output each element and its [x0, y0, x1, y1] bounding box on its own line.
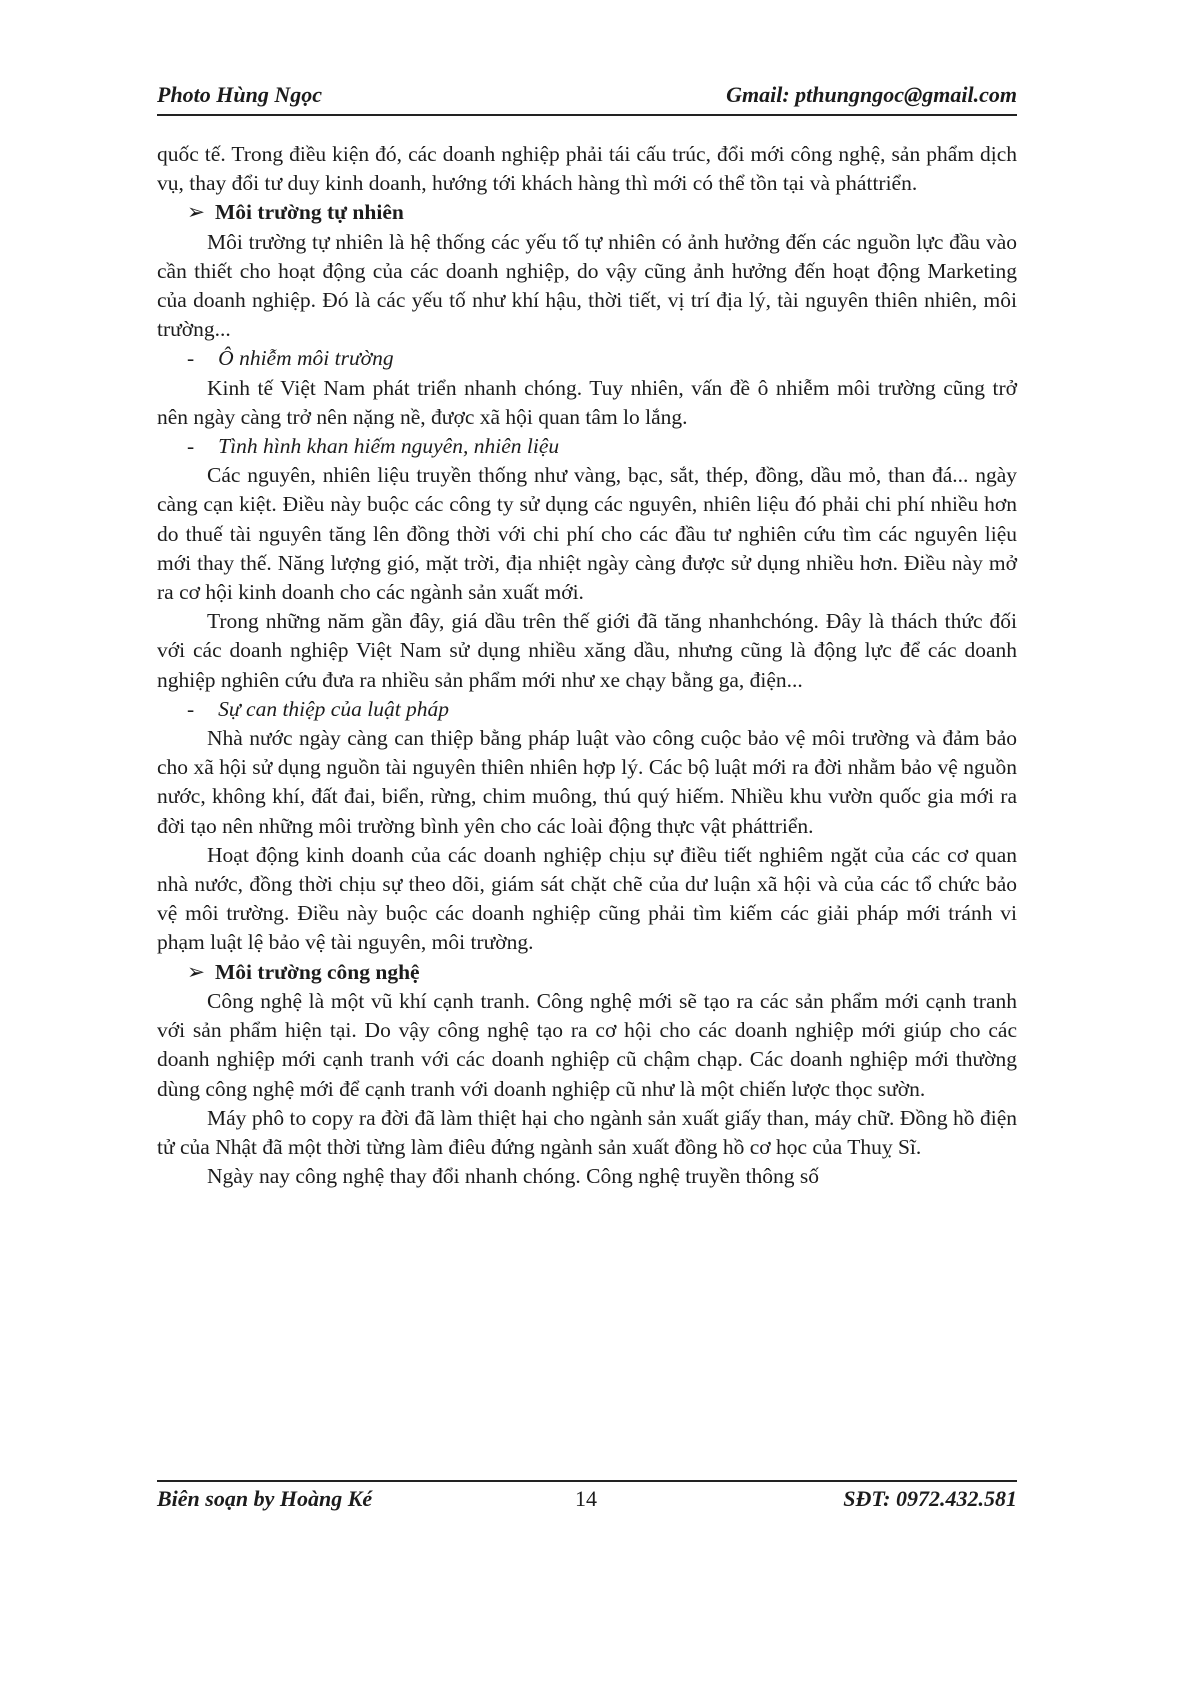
dash-bullet: -	[187, 434, 195, 459]
header-left-text: Photo Hùng Ngọc	[157, 82, 323, 107]
body-paragraph: Trong những năm gần đây, giá dầu trên thế giới đã tăng nhanhchóng. Đây là thách thức đối với các doanh nghiệp Việt Nam sử dụng nhiều xăng dầu, nhưng cũng là động lực để các doanh nghiệp nghiên cứu đưa ra nhiều sản phẩm mới như xe chạy bằng ga, điện...	[157, 609, 1017, 692]
subsection-heading-text: Tình hình khan hiếm nguyên, nhiên liệu	[218, 434, 560, 459]
footer-divider	[157, 1480, 1017, 1482]
body-paragraph: Nhà nước ngày càng can thiệp bằng pháp luật vào công cuộc bảo vệ môi trường và đảm bảo cho xã hội sử dụng nguồn tài nguyên thiên nhiên hợp lý. Các bộ luật mới ra đời nhằm bảo vệ nguồn nước, không khí, đất đai, biển, rừng, chim muông, thú quý hiếm. Nhiều khu vườn quốc gia mới ra đời tạo nên những môi trường bình yên cho các loài động thực vật pháttriển.	[157, 726, 1017, 838]
page-header	[157, 80, 1017, 110]
dash-bullet: -	[187, 696, 195, 721]
header-divider	[157, 114, 1017, 116]
header-email: Gmail: pthungngoc@gmail.com	[726, 82, 1017, 107]
page-number: 14	[575, 1486, 597, 1511]
subsection-heading	[157, 344, 1017, 373]
body-paragraph: Ngày nay công nghệ thay đổi nhanh chóng. Công nghệ truyền thông số	[207, 1164, 820, 1189]
body-paragraph: Kinh tế Việt Nam phát triển nhanh chóng. Tuy nhiên, vấn đề ô nhiễm môi trường cũng trở nên ngày càng trở nên nặng nề, được xã hội quan tâm lo lắng.	[157, 375, 1017, 429]
subsection-heading	[157, 695, 1017, 724]
body-paragraph: Các nguyên, nhiên liệu truyền thống như vàng, bạc, sắt, thép, đồng, dầu mỏ, than đá... ngày càng cạn kiệt. Điều này buộc các công ty sử dụng các nguyên, nhiên liệu đó phải chi phí nhiều hơn do thuế tài nguyên tăng lên đồng thời với chi phí cho các đầu tư nghiên cứu tìm các nguyên liệu mới thay thế. Năng lượng gió, mặt trời, địa nhiệt ngày càng được sử dụng nhiều hơn. Điều này mở ra cơ hội kinh doanh cho các ngành sản xuất mới.	[157, 463, 1017, 605]
subsection-heading-text: Ô nhiễm môi trường	[218, 346, 394, 371]
section-heading-text: Môi trường tự nhiên	[215, 200, 404, 225]
body-paragraph: Công nghệ là một vũ khí cạnh tranh. Công nghệ mới sẽ tạo ra các sản phẩm mới cạnh tranh với sản phẩm hiện tại. Do vậy công nghệ tạo ra cơ hội cho các doanh nghiệp mới giúp cho các doanh nghiệp mới cạnh tranh với các doanh nghiệp cũ chậm chạp. Các doanh nghiệp mới thường dùng công nghệ mới để cạnh tranh với doanh nghiệp cũ như là một chiến lược thọc sườn.	[157, 988, 1017, 1101]
body-paragraph: Môi trường tự nhiên là hệ thống các yếu tố tự nhiên có ảnh hưởng đến các nguồn lực đầu vào cần thiết cho hoạt động của các doanh nghiệp, do vậy cũng ảnh hưởng đến hoạt động Marketing của doanh nghiệp. Đó là các yếu tố như khí hậu, thời tiết, vị trí địa lý, tài nguyên thiên nhiên, môi trường...	[157, 229, 1017, 342]
page-footer	[157, 1484, 1017, 1518]
body-paragraph: Máy phô to copy ra đời đã làm thiệt hại cho ngành sản xuất giấy than, máy chữ. Đồng hồ điện tử của Nhật đã một thời từng làm điêu đứng ngành sản xuất đồng hồ cơ học của Thuỵ Sĩ.	[157, 1105, 1017, 1159]
body-paragraph: quốc tế. Trong điều kiện đó, các doanh nghiệp phải tái cấu trúc, đổi mới công nghệ, sản phẩm dịch vụ, thay đổi tư duy kinh doanh, hướng tới khách hàng thì mới có thể tồn tại và pháttriển.	[157, 142, 1017, 196]
arrow-bullet-icon: ➢	[187, 200, 206, 225]
page-body	[157, 140, 1017, 1191]
footer-author: Biên soạn by Hoàng Ké	[157, 1486, 373, 1511]
body-paragraph: Hoạt động kinh doanh của các doanh nghiệp chịu sự điều tiết nghiêm ngặt của các cơ quan nhà nước, đồng thời chịu sự theo dõi, giám sát chặt chẽ của dư luận xã hội và của các tổ chức bảo vệ môi trường. Điều này buộc các doanh nghiệp cũng phải tìm kiếm các giải pháp mới tránh vi phạm luật lệ bảo vệ tài nguyên, môi trường.	[157, 842, 1017, 955]
section-heading-text: Môi trường công nghệ	[215, 959, 420, 984]
footer-phone: SĐT: 0972.432.581	[843, 1486, 1017, 1511]
subsection-heading	[157, 432, 1017, 461]
subsection-heading-text: Sự can thiệp của luật pháp	[218, 696, 450, 721]
section-heading	[157, 198, 1017, 227]
arrow-bullet-icon: ➢	[187, 959, 206, 984]
section-heading	[157, 958, 1017, 987]
dash-bullet: -	[187, 346, 195, 371]
